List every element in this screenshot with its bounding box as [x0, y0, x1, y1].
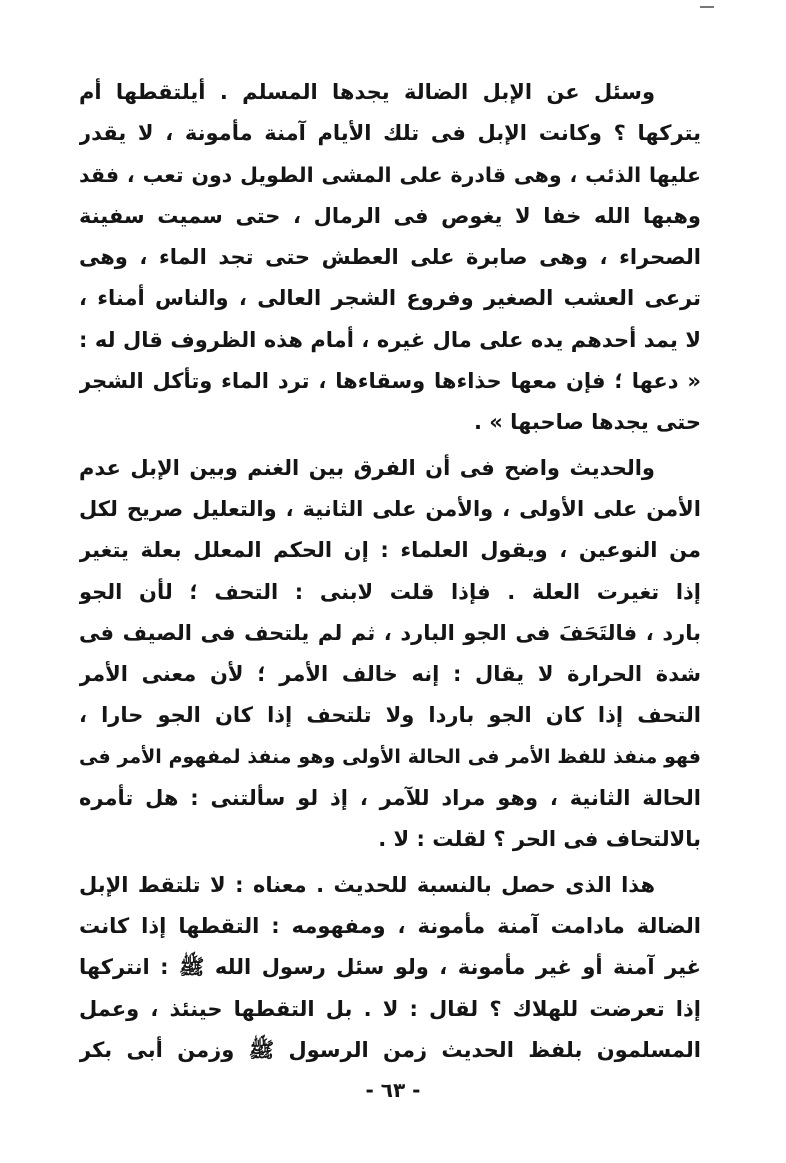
- text-line: بارد ، فالتَحَفَ فى الجو البارد ، ثم لم يلتحف فى الصيف فى: [79, 620, 701, 645]
- text-line: الصحراء ، وهى صابرة على العطش حتى تجد الماء ، وهى: [79, 245, 701, 270]
- text-line: يتركها ؟ وكانت الإبل فى تلك الأيام آمنة مأمونة ، لا يقدر: [79, 121, 701, 146]
- text-line: إذا تعرضت للهلاك ؟ لقال : لا . بل التقطها حينئذ ، وعمل: [79, 996, 701, 1021]
- corner-mark: [700, 6, 714, 8]
- body-text: [79, 72, 701, 1071]
- page-number: - ٦٣ -: [365, 1078, 421, 1102]
- text-line-emphasis: من النوعين ، ويقول العلماء : إن الحكم المعلل بعلة يتغير: [79, 538, 701, 563]
- text-line: الحالة الثانية ، وهو مراد للآمر ، إذ لو سألتنى : هل تأمره: [79, 786, 701, 811]
- text-line: هذا الذى حصل بالنسبة للحديث . معناه : لا تلتقط الإبل: [79, 872, 655, 897]
- text-line: بالالتحاف فى الحر ؟ لقلت : لا .: [378, 827, 701, 852]
- text-line: الأمن على الأولى ، والأمن على الثانية ، والتعليل صريح لكل: [79, 496, 701, 521]
- text-line: المسلمون بلفظ الحديث زمن الرسول ﷺ وزمن أبى بكر: [79, 1037, 701, 1062]
- text-line: « دعها ؛ فإن معها حذاءها وسقاءها ، ترد الماء وتأكل الشجر: [79, 369, 701, 394]
- text-line: التحف إذا كان الجو باردا ولا تلتحف إذا كان الجو حارا ،: [79, 703, 701, 728]
- text-line: عليها الذئب ، وهى قادرة على المشى الطويل دون تعب ، فقد: [79, 162, 701, 187]
- text-line: لا يمد أحدهم يده على مال غيره ، أمام هذه الظروف قال له :: [79, 327, 701, 352]
- text-line-emphasis: إذا تغيرت العلة . فإذا قلت لابنى : التحف ؛ لأن الجو: [79, 579, 701, 604]
- text-line: ترعى العشب الصغير وفروع الشجر العالى ، والناس أمناء ،: [79, 286, 701, 311]
- text-line: والحديث واضح فى أن الفرق بين الغنم وبين الإبل عدم: [79, 455, 655, 480]
- text-line: حتى يجدها صاحبها » .: [474, 410, 701, 435]
- text-line: وهبها الله خفا لا يغوص فى الرمال ، حتى سميت سفينة: [79, 203, 701, 228]
- text-line: الضالة مادامت آمنة مأمونة ، ومفهومه : التقطها إذا كانت: [79, 913, 701, 938]
- text-line: غير آمنة أو غير مأمونة ، ولو سئل رسول الله ﷺ : انتركها: [79, 955, 701, 980]
- text-line: وسئل عن الإبل الضالة يجدها المسلم . أيلتقطها أم: [79, 80, 655, 104]
- text-line: فهو منفذ للفظ الأمر فى الحالة الأولى وهو منفذ لمفهوم الأمر فى: [79, 745, 701, 768]
- text-line: شدة الحرارة لا يقال : إنه خالف الأمر ؛ لأن معنى الأمر: [79, 662, 701, 687]
